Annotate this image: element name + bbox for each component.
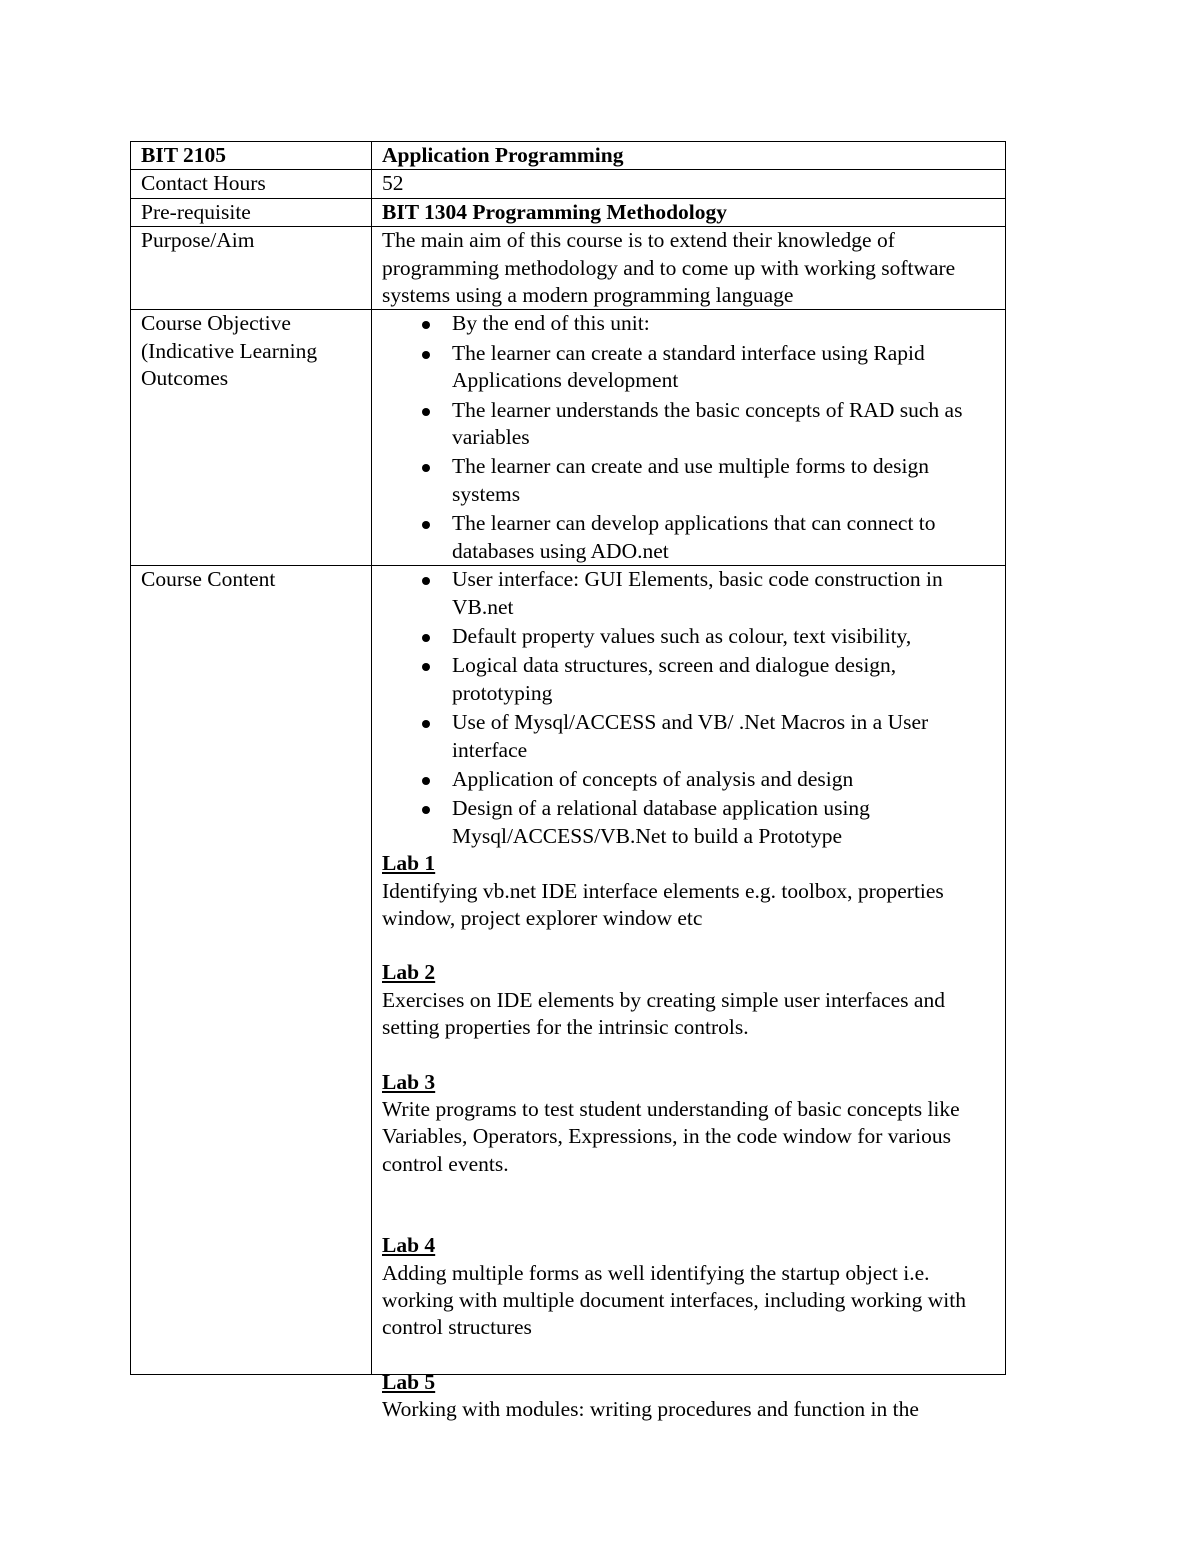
list-item	[382, 566, 995, 621]
list-item-text: Application of concepts of analysis and design	[452, 766, 854, 791]
course-code	[131, 142, 372, 170]
list-item	[382, 623, 995, 650]
list-item	[382, 709, 995, 764]
bullet-icon	[422, 464, 430, 472]
lab-title: Lab 4	[382, 1233, 436, 1258]
list-item	[382, 510, 995, 565]
list-item-text: Use of Mysql/ACCESS and VB/ .Net Macros in a User interface	[452, 710, 929, 762]
objective-list	[382, 310, 995, 565]
purpose-label: Purpose/Aim	[131, 227, 372, 310]
list-item	[382, 453, 995, 508]
table-row	[131, 170, 1006, 198]
lab-description: Identifying vb.net IDE interface elements e.g. toolbox, properties window, project explorer window etc	[382, 878, 944, 930]
table-row	[131, 142, 1006, 170]
table-row	[131, 310, 1006, 566]
bullet-icon	[422, 577, 430, 585]
list-item	[382, 766, 995, 793]
list-item-text: Design of a relational database application using Mysql/ACCESS/VB.Net to build a Prototype	[452, 796, 870, 848]
lab-5	[382, 1369, 995, 1424]
bullet-icon	[422, 720, 430, 728]
bullet-icon	[422, 806, 430, 814]
objective-value	[372, 310, 1006, 566]
bullet-icon	[422, 634, 430, 642]
course-title	[372, 142, 1006, 170]
list-item-text: By the end of this unit:	[452, 311, 650, 336]
content-value	[372, 566, 1006, 1422]
content-list	[382, 566, 995, 850]
list-item	[382, 795, 995, 850]
bullet-icon	[422, 321, 430, 329]
lab-4	[382, 1232, 995, 1342]
content-label: Course Content	[131, 566, 372, 1375]
bullet-icon	[422, 777, 430, 785]
lab-1	[382, 850, 995, 932]
purpose-value: The main aim of this course is to extend their knowledge of programming methodology and to come up with working software systems using a modern programming language	[372, 227, 1006, 310]
list-item-text: User interface: GUI Elements, basic code construction in VB.net	[452, 567, 943, 619]
course-title-text: Application Programming	[382, 143, 624, 167]
table-row	[131, 227, 1006, 310]
lab-2	[382, 959, 995, 1041]
course-code-text: BIT 2105	[141, 143, 227, 167]
lab-description: Working with modules: writing procedures and function in the	[382, 1397, 919, 1422]
list-item	[382, 397, 995, 452]
lab-title: Lab 2	[382, 960, 436, 985]
lab-3	[382, 1069, 995, 1179]
bullet-icon	[422, 521, 430, 529]
prerequisite-value	[372, 198, 1006, 226]
list-item	[382, 652, 995, 707]
bullet-icon	[422, 408, 430, 416]
contact-hours-label: Contact Hours	[131, 170, 372, 198]
list-item	[382, 310, 995, 337]
list-item-text: Default property values such as colour, text visibility,	[452, 623, 912, 648]
content-body	[382, 566, 995, 1422]
lab-description: Adding multiple forms as well identifying the startup object i.e. working with multiple document interfaces, including working with control structures	[382, 1260, 966, 1340]
list-item-text: The learner can create and use multiple forms to design systems	[452, 454, 929, 506]
lab-title: Lab 5	[382, 1369, 436, 1394]
list-item-text: Logical data structures, screen and dialogue design, prototyping	[452, 653, 897, 705]
contact-hours-value: 52	[372, 170, 1006, 198]
list-item-text: The learner can create a standard interface using Rapid Applications development	[452, 340, 925, 393]
objective-label: Course Objective (Indicative Learning Outcomes	[131, 310, 372, 566]
lab-description: Write programs to test student understanding of basic concepts like Variables, Operators, Expressions, in the code window for various control events.	[382, 1097, 960, 1176]
lab-description: Exercises on IDE elements by creating simple user interfaces and setting properties for the intrinsic controls.	[382, 987, 945, 1040]
lab-title: Lab 1	[382, 851, 436, 876]
list-item	[382, 340, 995, 395]
bullet-icon	[422, 351, 430, 359]
list-item-text: The learner understands the basic concepts of RAD such as variables	[452, 397, 963, 450]
table-row	[131, 566, 1006, 1375]
prerequisite-text: BIT 1304 Programming Methodology	[382, 199, 727, 224]
prerequisite-label: Pre-requisite	[131, 198, 372, 226]
table-row	[131, 198, 1006, 226]
bullet-icon	[422, 663, 430, 671]
lab-title: Lab 3	[382, 1069, 436, 1094]
list-item-text: The learner can develop applications that can connect to databases using ADO.net	[452, 511, 936, 563]
course-outline-table	[130, 141, 1006, 1422]
